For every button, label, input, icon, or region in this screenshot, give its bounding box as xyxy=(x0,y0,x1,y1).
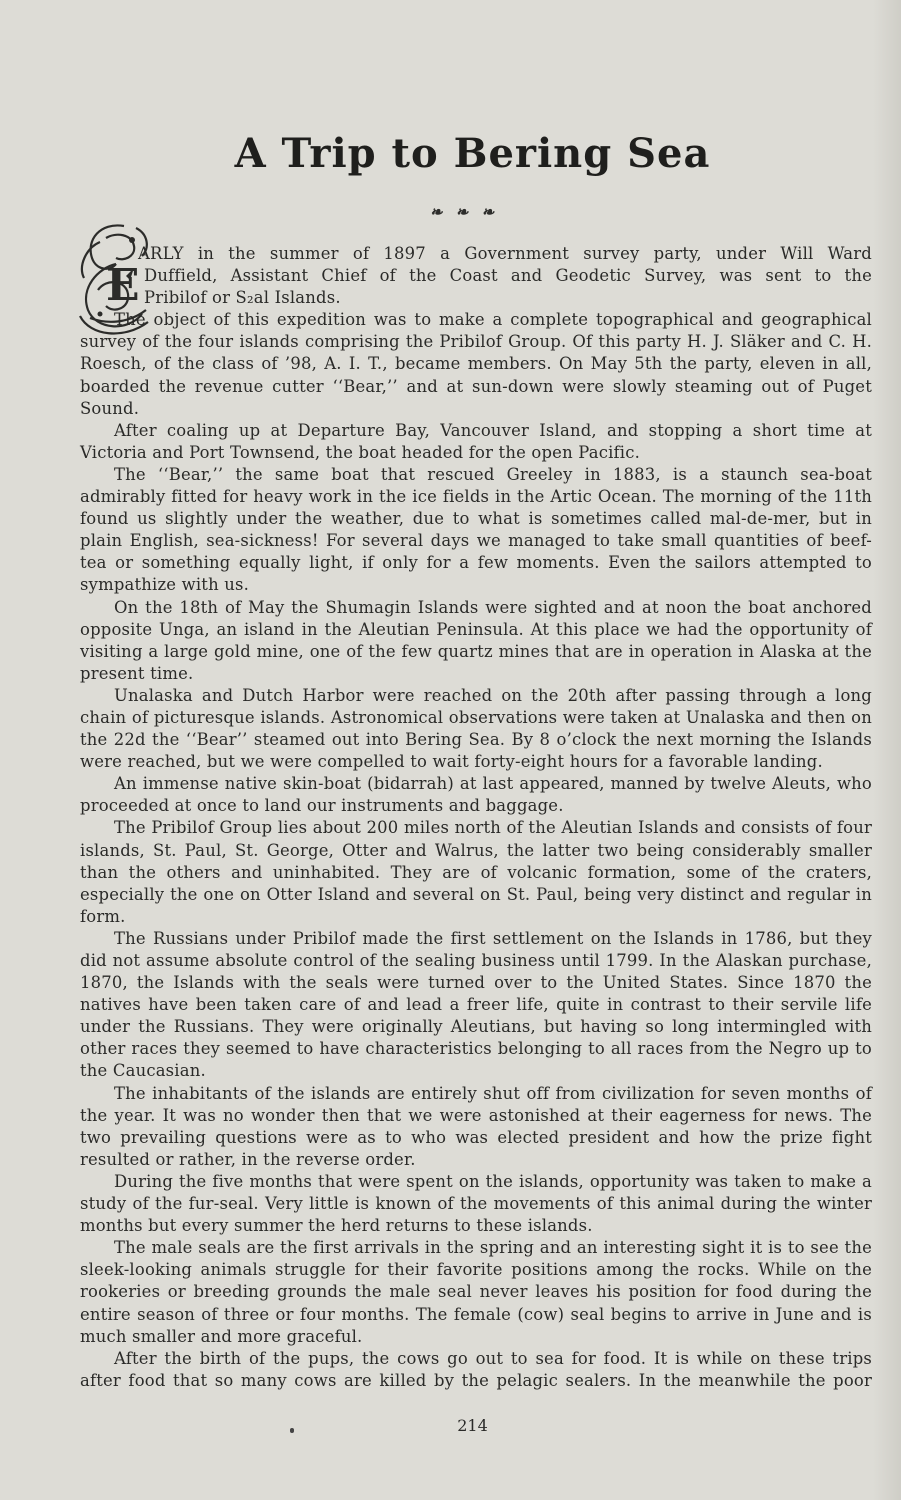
paragraph-5: Unalaska and Dutch Harbor were reached on the 20th after passing through a long chain of picturesque islands. Astronomical observations were taken at Unalaska and then on the 22d the ‘‘Bear’’ steamed out into Bering Sea. By 8 o’clock the next morning the Islands were reached, but we were compelled to wait forty-eight hours for a favorable landing. xyxy=(80,685,872,772)
intro-line-3: Pribilof or S₂al Islands. xyxy=(144,288,341,308)
paragraph-9: The inhabitants of the islands are entirely shut off from civilization for seven months of the year. It was no wonder then that we were astonished at their eagerness for news. The two prevailing questions were as to who was elected president and how the prize fight resulted or rather, in the reverse order. xyxy=(80,1083,872,1169)
paragraph-4: On the 18th of May the Shumagin Islands were sighted and at noon the boat anchored opposite Unga, an island in the Aleutian Peninsula. At this place we had the opportunity of visiting a large gold mine, one of the few quartz mines that are in operation in Alaska at the present time. xyxy=(80,597,872,683)
intro-paragraph xyxy=(80,243,872,309)
title-ornament: ❧ ❧ ❧ xyxy=(430,203,499,221)
article-title: A Trip to Bering Sea xyxy=(234,130,711,177)
paragraph-11: The male seals are the first arrivals in the spring and an interesting sight it is to see the sleek-looking animals struggle for their favorite positions among the rocks. While on the rookeries or breeding grounds the male seal never leaves his position for food during the entire season of three or four months. The female (cow) seal begins to arrive in June and is much smaller and more graceful. xyxy=(80,1238,872,1346)
paragraph-12: After the birth of the pups, the cows go out to sea for food. It is while on these trips after food that so many cows are killed by the pelagic sealers. In the meanwhile the poor xyxy=(80,1348,872,1390)
drop-cap-letter: E xyxy=(106,260,140,311)
paragraph-2: After coaling up at Departure Bay, Vancouver Island, and stopping a short time at Victoria and Port Townsend, the boat headed for the open Pacific. xyxy=(80,420,872,462)
intro-line-2: Duffield, Assistant Chief of the Coast and Geodetic Survey, was sent to the xyxy=(144,266,872,286)
paragraph-10: During the five months that were spent on the islands, opportunity was taken to make a study of the fur-seal. Very little is known of the movements of this animal during the winter months but every summer the herd returns to these islands. xyxy=(80,1171,872,1236)
paragraph-6: An immense native skin-boat (bidarrah) at last appeared, manned by twelve Aleuts, who proceeded at once to land our instruments and baggage. xyxy=(80,774,872,816)
paragraph-1: The object of this expedition was to make a complete topographical and geographical survey of the four islands comprising the Pribilof Group. Of this party H. J. Släker and C. H. Roesch, of the class of ’98, A. I. T., became members. On May 5th the party, eleven in all, boarded the revenue cutter ‘‘Bear,’’ and at sun-down were slowly steaming out of Puget Sound. xyxy=(80,310,872,418)
paragraph-3: The ‘‘Bear,’’ the same boat that rescued Greeley in 1883, is a staunch sea-boat admirably fitted for heavy work in the ice fields in the Artic Ocean. The morning of the 11th found us slightly under the weather, due to what is sometimes called mal-de-mer, but in plain English, sea-sickness! For several days we managed to take small quantities of beef-tea or something equally light, if only for a few moments. Even the sailors attempted to sympathize with us. xyxy=(80,464,872,595)
article-body xyxy=(80,243,872,1392)
paragraph-7: The Pribilof Group lies about 200 miles north of the Aleutian Islands and consists of four islands, St. Paul, St. George, Otter and Walrus, the latter two being considerably smaller than the others and uninhabited. They are of volcanic formation, some of the craters, especially the one on Otter Island and several on St. Paul, being very distinct and regular in form. xyxy=(80,818,872,926)
paragraph-8: The Russians under Pribilof made the first settlement on the Islands in 1786, but they did not assume absolute control of the sealing business until 1799. In the Alaskan purchase, 1870, the Islands with the seals were turned over to the United States. Since 1870 the natives have been taken care of and lead a freer life, quite in contrast to their servile life under the Russians. They were originally Aleutians, but having so long intermingled with other races they seemed to have characteristics belonging to all races from the Negro up to the Caucasian. xyxy=(80,928,872,1081)
intro-line-1: ARLY in the summer of 1897 a Government survey party, under Will Ward xyxy=(138,244,872,263)
page-number: 214 xyxy=(457,1416,488,1435)
page-edge-shadow xyxy=(873,0,901,1500)
